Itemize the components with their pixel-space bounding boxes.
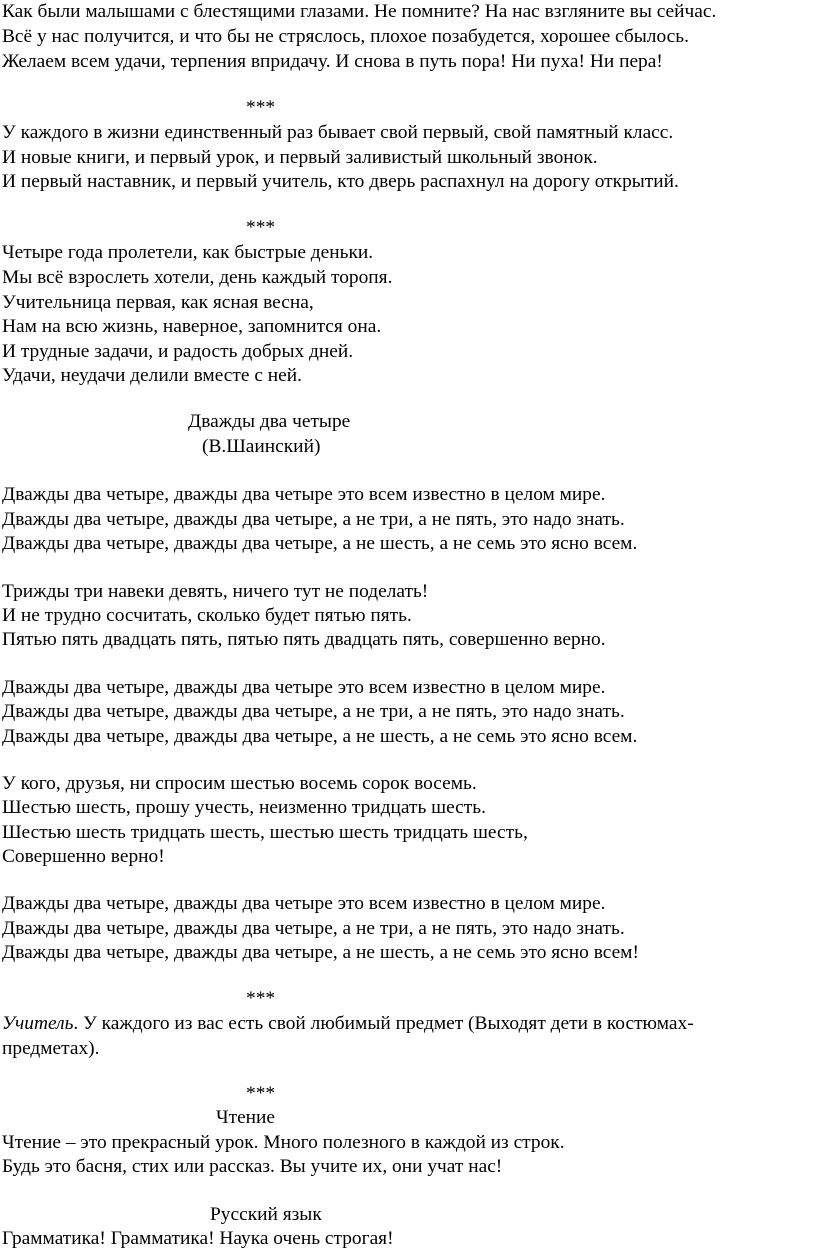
text-line: предметах). — [2, 1038, 100, 1059]
text-line: Совершенно верно! — [2, 846, 165, 867]
teacher-text: . У каждого из вас есть свой любимый предмет (Выходят дети в костюмах- — [73, 1013, 694, 1034]
text-line: Четыре года пролетели, как быстрые деньки. — [2, 242, 374, 263]
text-line: И первый наставник, и первый учитель, кто дверь распахнул на дорогу открытий. — [2, 171, 679, 192]
speaker-label: Учитель — [2, 1013, 74, 1034]
text-line: Дважды два четыре, дважды два четыре это всем известно в целом мире. — [2, 677, 606, 698]
separator: *** — [246, 1083, 276, 1104]
separator: *** — [246, 988, 276, 1009]
song-title: Дважды два четыре — [188, 411, 351, 432]
text-line: Дважды два четыре, дважды два четыре, а не шесть, а не семь это ясно всем. — [2, 726, 638, 747]
text-line: Шестью шесть тридцать шесть, шестью шесть тридцать шесть, — [2, 822, 528, 843]
text-line: У кого, друзья, ни спросим шестью восемь сорок восемь. — [2, 773, 477, 794]
text-line: Дважды два четыре, дважды два четыре, а не три, а не пять, это надо знать. — [2, 701, 625, 722]
text-line: Чтение – это прекрасный урок. Много полезного в каждой из строк. — [2, 1132, 565, 1153]
separator: *** — [246, 217, 276, 238]
text-line: Всё у нас получится, и что бы не стряслось, плохое позабудется, хорошее сбылось. — [2, 26, 689, 47]
text-line: У каждого в жизни единственный раз бывает свой первый, свой памятный класс. — [2, 122, 674, 143]
text-line: Как были малышами с блестящими глазами. Не помните? На нас взгляните вы сейчас. — [2, 1, 717, 22]
text-line: Учительница первая, как ясная весна, — [2, 292, 314, 313]
teacher-line — [2, 1012, 694, 1036]
text-line: Удачи, неудачи делили вместе с ней. — [2, 365, 302, 386]
text-line: Дважды два четыре, дважды два четыре это всем известно в целом мире. — [2, 484, 606, 505]
text-line: Дважды два четыре, дважды два четыре, а не шесть, а не семь это ясно всем! — [2, 942, 639, 963]
text-line: Мы всё взрослеть хотели, день каждый торопя. — [2, 267, 393, 288]
text-line: Грамматика! Грамматика! Наука очень строгая! — [2, 1228, 394, 1249]
text-line: Будь это басня, стих или рассказ. Вы учите их, они учат нас! — [2, 1156, 503, 1177]
text-line: Дважды два четыре, дважды два четыре, а не три, а не пять, это надо знать. — [2, 918, 625, 939]
text-line: Желаем всем удачи, терпения впридачу. И снова в путь пора! Ни пуха! Ни пера! — [2, 51, 663, 72]
subject-title-russian: Русский язык — [210, 1204, 322, 1225]
text-line: И не трудно сосчитать, сколько будет пятью пять. — [2, 605, 412, 626]
song-author: (В.Шаинский) — [202, 436, 321, 457]
text-line: Трижды три навеки девять, ничего тут не поделать! — [2, 581, 429, 602]
text-line: Шестью шесть, прошу учесть, неизменно тридцать шесть. — [2, 797, 486, 818]
text-line: Дважды два четыре, дважды два четыре это всем известно в целом мире. — [2, 893, 606, 914]
text-line: Дважды два четыре, дважды два четыре, а не шесть, а не семь это ясно всем. — [2, 533, 638, 554]
text-line: Нам на всю жизнь, наверное, запомнится она. — [2, 316, 382, 337]
text-line: Дважды два четыре, дважды два четыре, а не три, а не пять, это надо знать. — [2, 509, 625, 530]
text-line: Пятью пять двадцать пять, пятью пять двадцать пять, совершенно верно. — [2, 629, 606, 650]
subject-title-reading: Чтение — [216, 1107, 276, 1128]
separator: *** — [246, 97, 276, 118]
text-line: И новые книги, и первый урок, и первый заливистый школьный звонок. — [2, 147, 598, 168]
text-line: И трудные задачи, и радость добрых дней. — [2, 341, 354, 362]
